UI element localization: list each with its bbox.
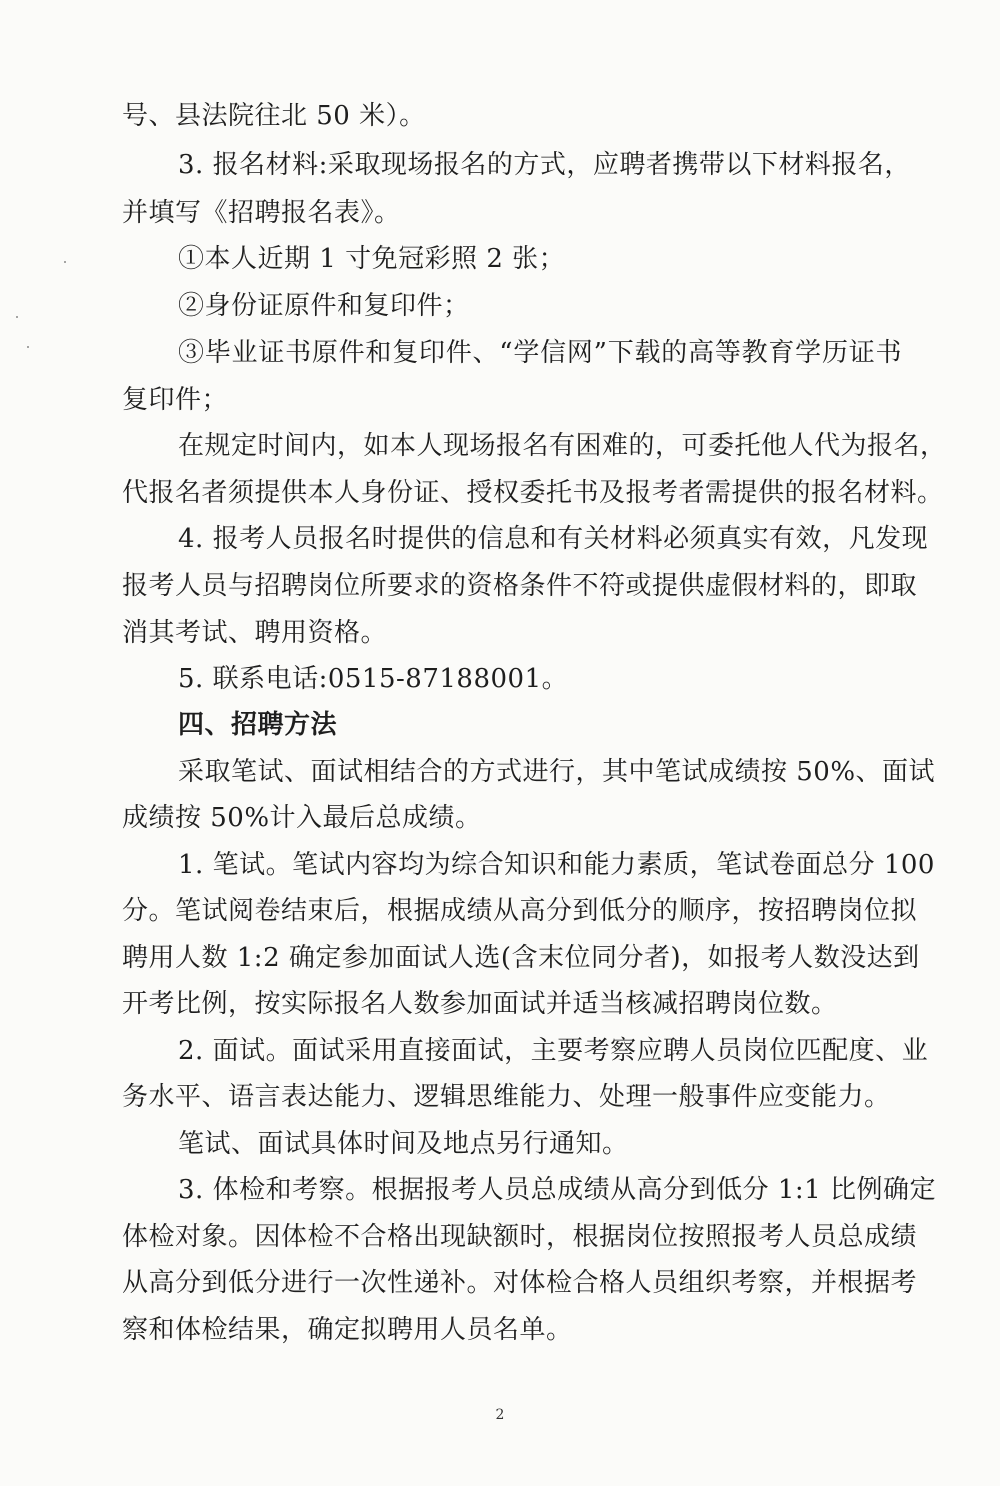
text-line: 1. 笔试。笔试内容均为综合知识和能力素质，笔试卷面总分 100 [178,850,935,880]
text-line: 从高分到低分进行一次性递补。对体检合格人员组织考察，并根据考 [122,1268,918,1298]
text-line: 务水平、语言表达能力、逻辑思维能力、处理一般事件应变能力。 [122,1082,891,1112]
text-line: ①本人近期 1 寸免冠彩照 2 张； [178,244,566,274]
text-line: 体检对象。因体检不合格出现缺额时，根据岗位按照报考人员总成绩 [122,1222,918,1252]
text-line: 察和体检结果，确定拟聘用人员名单。 [122,1315,573,1345]
text-line: 消其考试、聘用资格。 [122,618,388,648]
scan-speck [16,316,18,318]
text-line: 代报名者须提供本人身份证、授权委托书及报考者需提供的报名材料。 [122,478,944,508]
text-line: 开考比例，按实际报名人数参加面试并适当核减招聘岗位数。 [122,989,838,1019]
page-number: 2 [495,1407,505,1423]
text-line: 分。笔试阅卷结束后，根据成绩从高分到低分的顺序，按招聘岗位拟 [122,896,918,926]
scan-speck [64,261,66,263]
text-line: 报考人员与招聘岗位所要求的资格条件不符或提供虚假材料的，即取 [122,571,918,601]
text-line: ②身份证原件和复印件； [178,291,470,321]
text-line: 采取笔试、面试相结合的方式进行，其中笔试成绩按 50%、面试 [178,757,936,787]
text-line: 5. 联系电话:0515-87188001。 [178,664,569,694]
text-line: 在规定时间内，如本人现场报名有困难的，可委托他人代为报名， [178,431,947,461]
text-line: 号、县法院往北 50 米）。 [122,101,426,131]
scan-speck [27,346,29,348]
text-line: ③毕业证书原件和复印件、“学信网”下载的高等教育学历证书 [178,338,902,368]
text-line: 成绩按 50%计入最后总成绩。 [122,803,482,833]
section-heading: 四、招聘方法 [178,710,338,740]
text-line: 并填写《招聘报名表》。 [122,198,401,228]
text-line: 笔试、面试具体时间及地点另行通知。 [178,1129,629,1159]
text-line: 4. 报考人员报名时提供的信息和有关材料必须真实有效，凡发现 [178,524,929,554]
text-line: 复印件； [122,385,229,415]
text-line: 3. 报名材料:采取现场报名的方式，应聘者携带以下材料报名， [178,150,911,180]
text-line: 聘用人数 1:2 确定参加面试人选(含末位同分者)，如报考人数没达到 [122,943,920,973]
text-line: 3. 体检和考察。根据报考人员总成绩从高分到低分 1:1 比例确定 [178,1175,936,1205]
text-line: 2. 面试。面试采用直接面试，主要考察应聘人员岗位匹配度、业 [178,1036,929,1066]
